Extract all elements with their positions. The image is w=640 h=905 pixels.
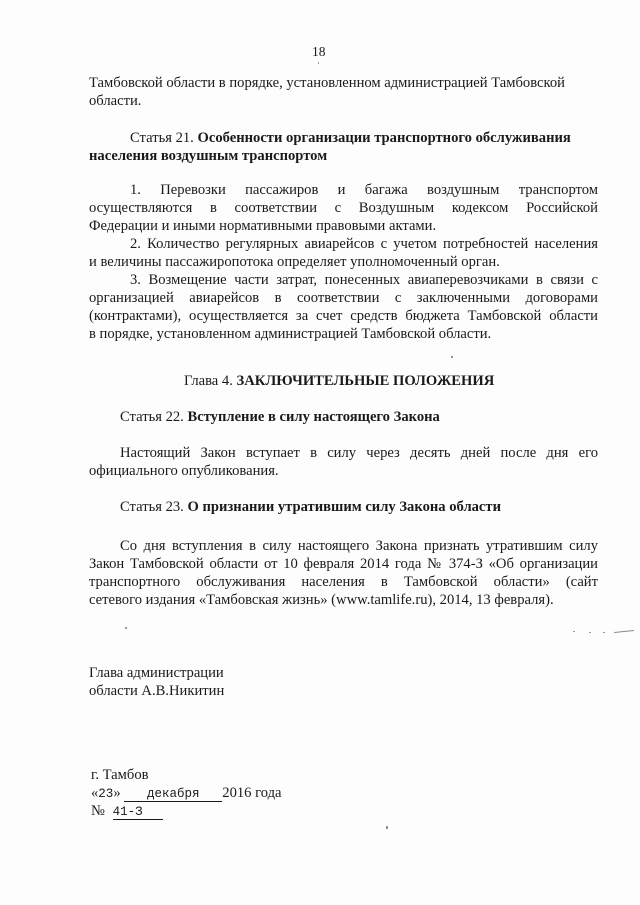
intro-line-2: области. [89, 93, 142, 109]
article-21-p3-line-4: в порядке, установленном администрацией Тамбовской области. [89, 326, 492, 342]
article-23-p-line-2: Закон Тамбовской области от 10 февраля 2014 года № 374-З «Об организации [89, 556, 598, 572]
article-22-p-line-1: Настоящий Закон вступает в силу через десять дней после дня его [120, 445, 598, 461]
scan-speck [125, 627, 127, 629]
page-number: 18 [312, 44, 326, 59]
signature-title: Глава администрации [89, 665, 224, 681]
footer-city: г. Тамбов [91, 767, 149, 783]
article-22-title: Вступление в силу настоящего Закона [187, 409, 440, 425]
article-21-p1-line-2: осуществляются в соответствии с Воздушным кодексом Российской [89, 200, 598, 216]
chapter-4-heading [184, 372, 494, 390]
article-23-prefix: Статья 23. [120, 499, 184, 515]
date-open-quote: « [91, 785, 99, 801]
number-label: № [91, 803, 105, 819]
article-21-p3-line-2: организацией авиарейсов в соответствии с заключенными договорами [89, 290, 598, 306]
article-21-p3-line-3: (контрактами), осуществляется за счет средств бюджета Тамбовской области [89, 308, 598, 324]
article-21-p2-line-2: и величины пассажиропотока определяет уполномоченный орган. [89, 254, 500, 270]
article-21-prefix: Статья 21. [130, 130, 194, 146]
date-month-text: декабря [147, 787, 200, 801]
article-22-prefix: Статья 22. [120, 409, 184, 425]
article-23-p-line-3: транспортного обслуживания населения в Тамбовской области» (сайт [89, 574, 598, 590]
date-year: 2016 года [222, 785, 282, 801]
article-21-p2-line-1: 2. Количество регулярных авиарейсов с учетом потребностей населения [130, 236, 598, 252]
article-21-p1-line-3: Федерации и иными нормативными правовыми актами. [89, 218, 437, 234]
footer-date [91, 784, 282, 803]
article-23-p-line-1: Со дня вступления в силу настоящего Закона признать утратившим силу [120, 538, 598, 554]
article-21-title-line-1: Особенности организации транспортного обслуживания [197, 130, 571, 146]
number-value-field [113, 805, 163, 820]
scan-speck [318, 62, 319, 64]
scan-line [614, 630, 634, 633]
chapter-4-title: ЗАКЛЮЧИТЕЛЬНЫЕ ПОЛОЖЕНИЯ [236, 373, 495, 389]
scan-speck [386, 826, 388, 829]
date-day: 23 [98, 787, 114, 801]
scan-speck [589, 632, 591, 633]
article-21-p3-line-1: 3. Возмещение части затрат, понесенных авиаперевозчиками в связи с [130, 272, 598, 288]
scan-speck [603, 632, 605, 633]
article-21-p1-line-1: 1. Перевозки пассажиров и багажа воздушным транспортом [130, 182, 598, 198]
scan-speck [573, 631, 575, 632]
article-21-heading [130, 129, 571, 147]
chapter-4-prefix: Глава 4. [184, 373, 233, 389]
footer-number [91, 802, 163, 820]
date-month [124, 787, 222, 802]
article-22-heading [120, 408, 440, 426]
signature-name: области А.В.Никитин [89, 683, 225, 699]
article-23-heading [120, 498, 501, 516]
article-21-title-line-2: населения воздушным транспортом [89, 148, 328, 164]
number-value: 41-З [112, 805, 143, 819]
date-close-quote: » [113, 785, 121, 801]
intro-line-1: Тамбовской области в порядке, установленном администрацией Тамбовской [89, 75, 565, 91]
scan-speck [451, 356, 453, 358]
article-22-p-line-2: официального опубликования. [89, 463, 279, 479]
article-23-title: О признании утратившим силу Закона области [187, 499, 501, 515]
article-23-p-line-4: сетевого издания «Тамбовская жизнь» (www.tamlife.ru), 2014, 13 февраля). [89, 592, 554, 608]
